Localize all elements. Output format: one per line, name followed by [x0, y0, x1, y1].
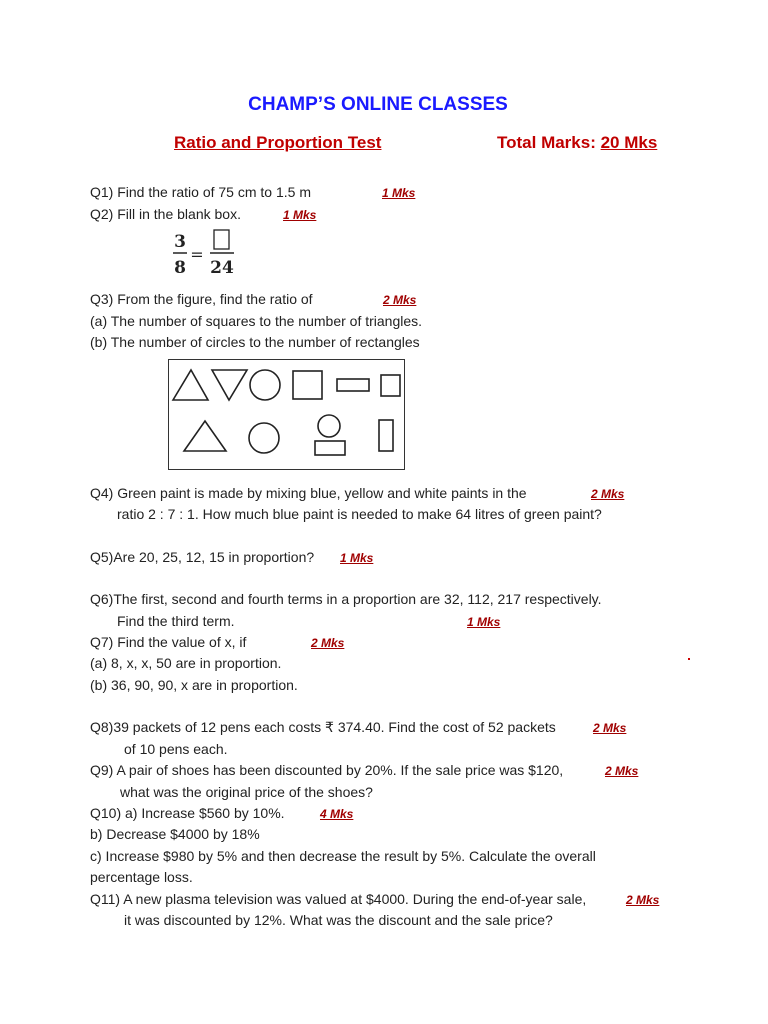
q8-marks: 2 Mks	[593, 721, 627, 735]
fraction-equation	[170, 228, 240, 280]
test-subtitle: Ratio and Proportion Test	[174, 133, 382, 152]
total-marks	[497, 133, 657, 153]
q6-text: Q6)The first, second and fourth terms in a proportion are 32, 112, 217 respectively.	[90, 591, 602, 607]
fraction-denominator-right: 24	[210, 258, 234, 278]
q9-cont: what was the original price of the shoes?	[120, 784, 373, 800]
q10-part-c: c) Increase $980 by 5% and then decrease the result by 5%. Calculate the overall	[90, 848, 596, 864]
q3-marks: 2 Mks	[383, 293, 417, 307]
q3-text: Q3) From the figure, find the ratio of	[90, 291, 313, 307]
q11-text: Q11) A new plasma television was valued at $4000. During the end-of-year sale,	[90, 891, 587, 907]
q7-marks: 2 Mks	[311, 636, 345, 650]
q3-part-a: (a) The number of squares to the number of triangles.	[90, 313, 423, 329]
total-marks-value: 20 Mks	[600, 133, 658, 152]
q5-marks: 1 Mks	[340, 551, 374, 565]
rectangle-shape	[337, 379, 369, 391]
blank-box	[214, 230, 229, 249]
q2-marks: 1 Mks	[283, 208, 317, 222]
q3-part-b: (b) The number of circles to the number of rectangles	[90, 334, 420, 350]
square-shape-small	[381, 375, 400, 396]
q6-cont: Find the third term.	[117, 613, 235, 629]
stray-dot	[688, 658, 690, 660]
q9-text: Q9) A pair of shoes has been discounted by 20%. If the sale price was $120,	[90, 762, 564, 778]
q7-text: Q7) Find the value of x, if	[90, 634, 247, 650]
rectangle-shape-3	[379, 420, 393, 451]
q10-part-c-cont: percentage loss.	[90, 869, 193, 885]
q10-part-b: b) Decrease $4000 by 18%	[90, 826, 260, 842]
q1-marks: 1 Mks	[382, 186, 416, 200]
rectangle-shape-2	[315, 441, 345, 455]
q10-marks: 4 Mks	[320, 807, 354, 821]
q4-cont: ratio 2 : 7 : 1. How much blue paint is needed to make 64 litres of green paint?	[117, 506, 602, 522]
shapes-figure	[168, 359, 405, 470]
page-title: CHAMP’S ONLINE CLASSES	[248, 94, 508, 115]
q2-text: Q2) Fill in the blank box.	[90, 206, 241, 222]
circle-shape-3	[318, 415, 340, 437]
q4-text: Q4) Green paint is made by mixing blue, yellow and white paints in the	[90, 485, 527, 501]
circle-shape	[250, 370, 280, 400]
q6-marks: 1 Mks	[467, 615, 501, 629]
fraction-numerator: 3	[174, 232, 186, 252]
q5-text: Q5)Are 20, 25, 12, 15 in proportion?	[90, 549, 315, 565]
inverted-triangle-shape	[212, 370, 247, 400]
equals-sign: =	[190, 245, 204, 264]
total-marks-label: Total Marks:	[497, 133, 601, 152]
triangle-shape	[173, 370, 208, 400]
q11-marks: 2 Mks	[626, 893, 660, 907]
q10-text: Q10) a) Increase $560 by 10%.	[90, 805, 285, 821]
square-shape	[293, 371, 322, 399]
triangle-shape-2	[184, 421, 226, 451]
q9-marks: 2 Mks	[605, 764, 639, 778]
fraction-denominator: 8	[174, 258, 186, 278]
q8-cont: of 10 pens each.	[124, 741, 228, 757]
q11-cont: it was discounted by 12%. What was the discount and the sale price?	[124, 912, 553, 928]
q1-text: Q1) Find the ratio of 75 cm to 1.5 m	[90, 184, 311, 200]
q7-part-a: (a) 8, x, x, 50 are in proportion.	[90, 655, 282, 671]
q8-text: Q8)39 packets of 12 pens each costs ₹ 374.40. Find the cost of 52 packets	[90, 719, 556, 735]
q7-part-b: (b) 36, 90, 90, x are in proportion.	[90, 677, 298, 693]
circle-shape-2	[249, 423, 279, 453]
q4-marks: 2 Mks	[591, 487, 625, 501]
